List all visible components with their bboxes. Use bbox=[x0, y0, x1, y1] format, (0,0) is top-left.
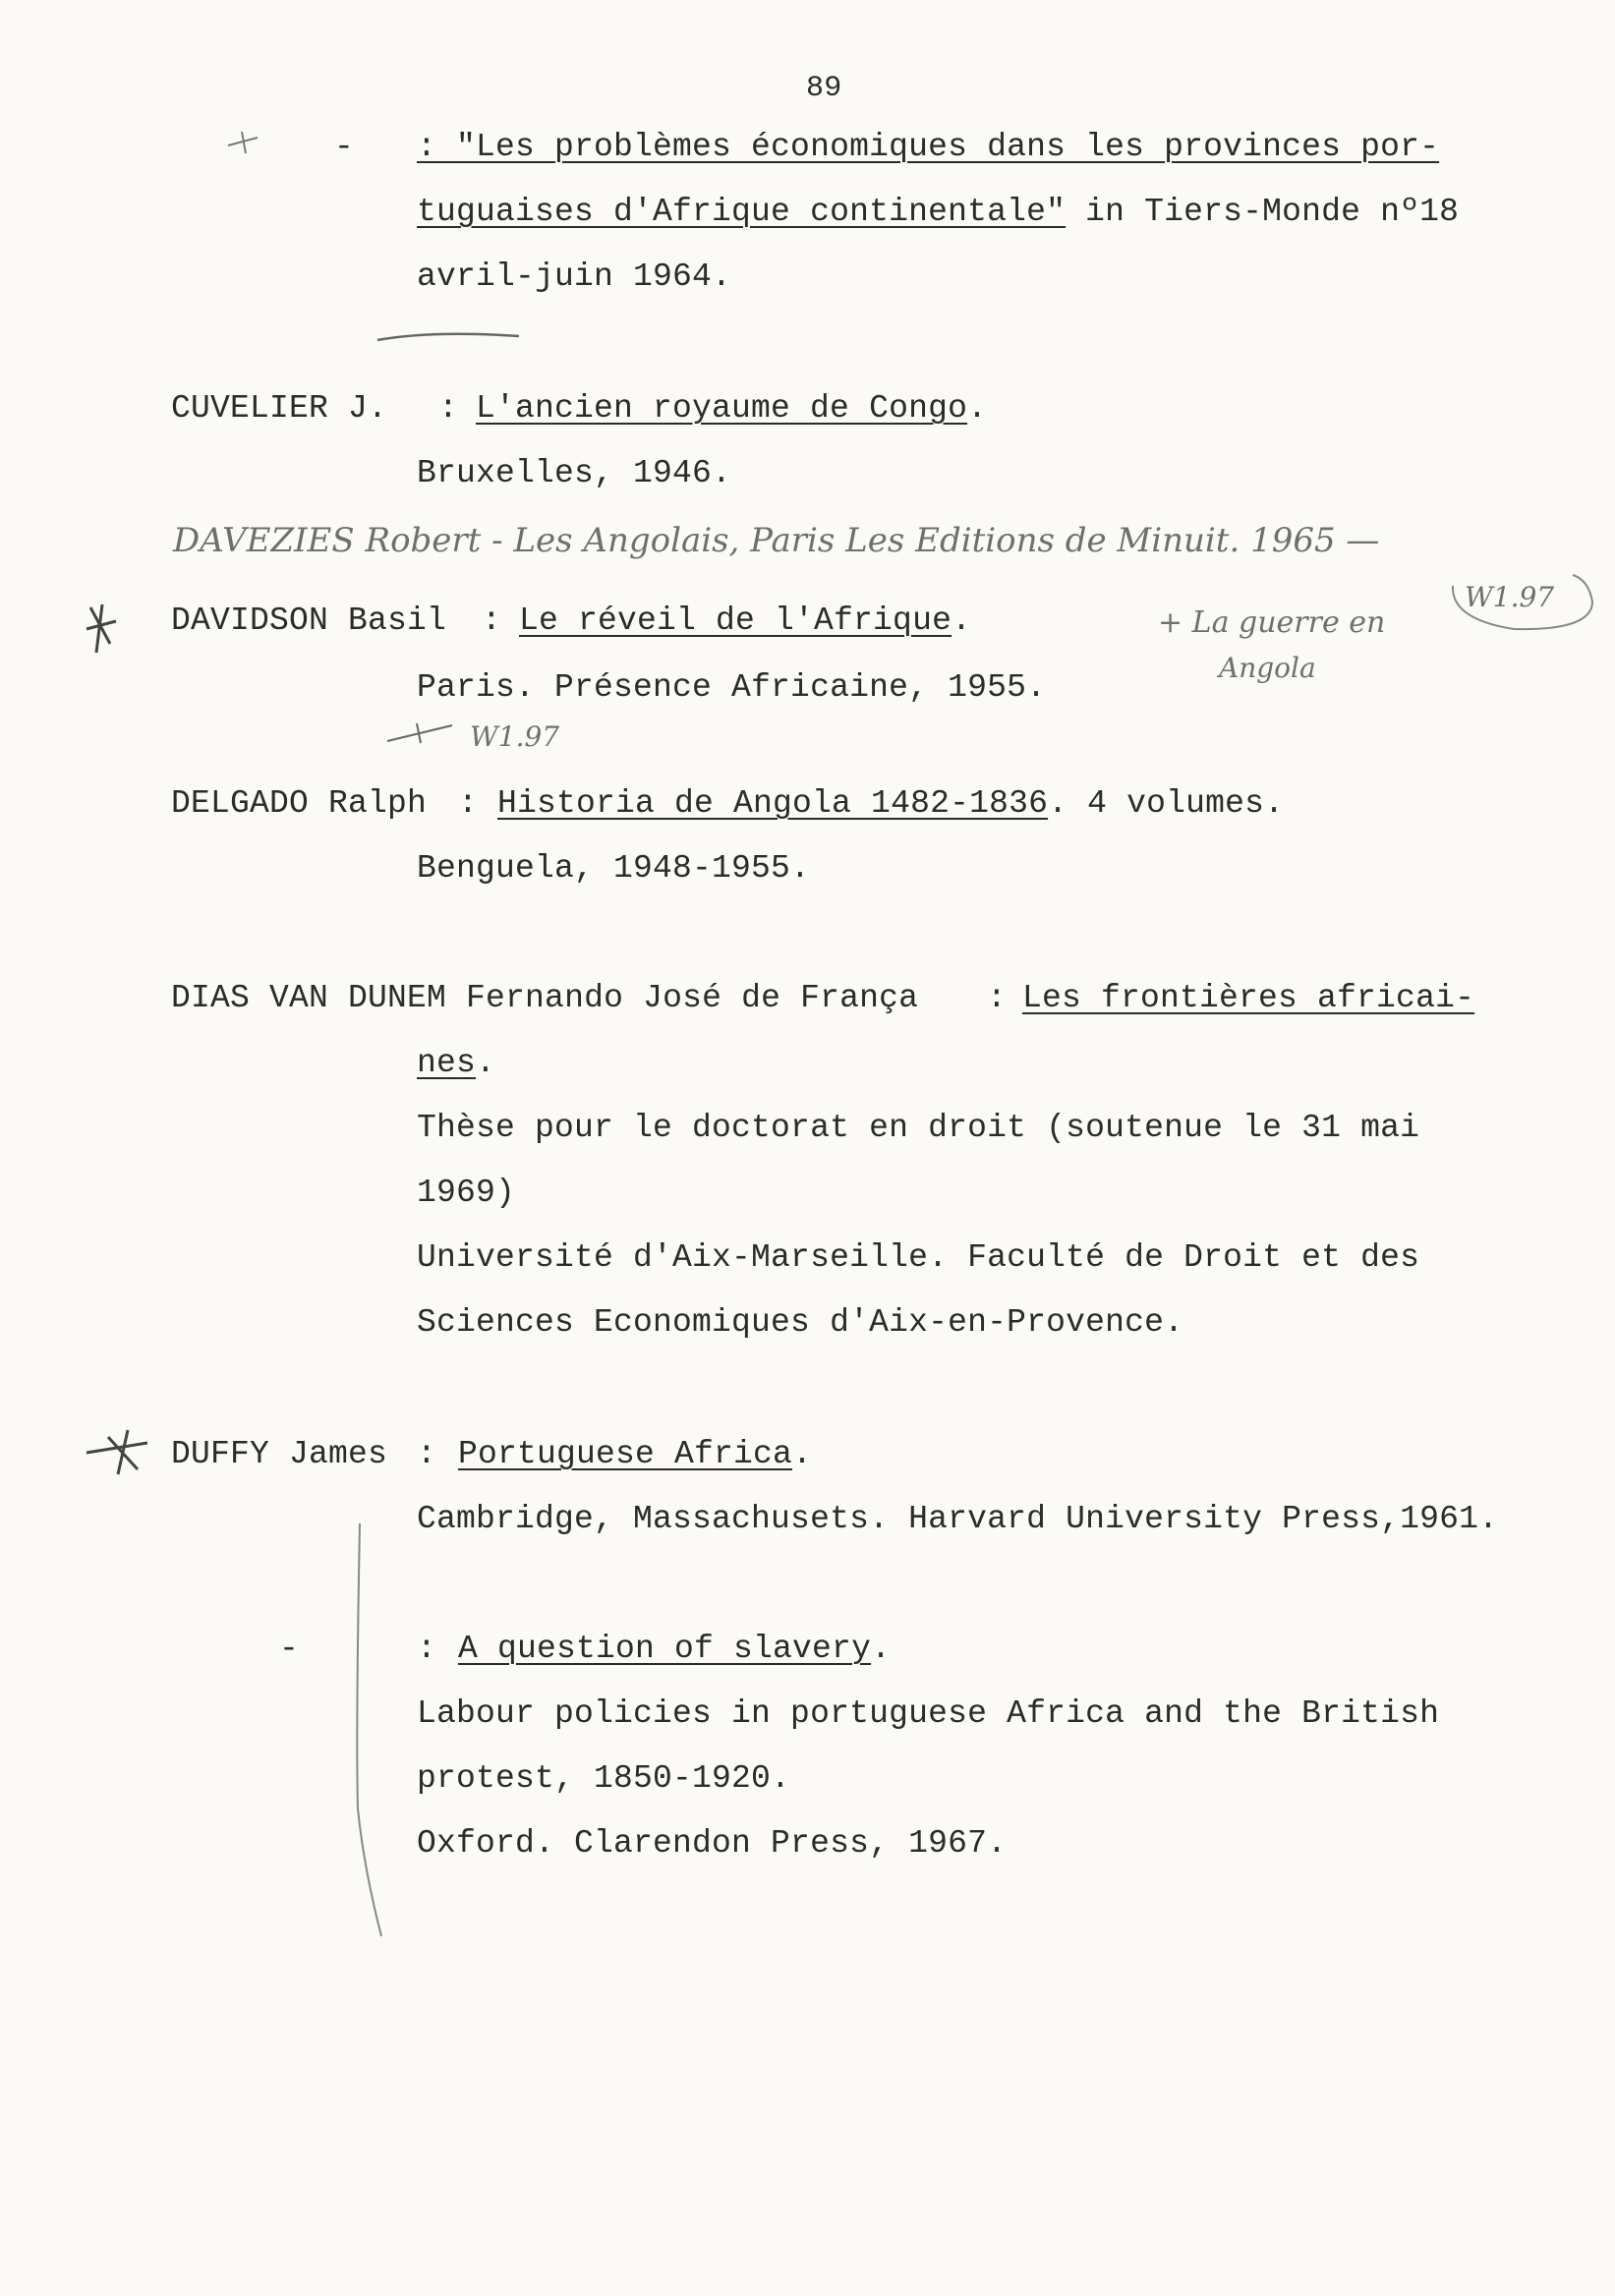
entry-author: DIAS VAN DUNEM Fernando José de França bbox=[171, 980, 919, 1016]
entry-description-line: Sciences Economiques d'Aix-en-Provence. bbox=[417, 1304, 1184, 1341]
entry-title-text: Historia de Angola 1482-1836 bbox=[497, 785, 1049, 822]
vertical-pencil-line bbox=[357, 1523, 381, 1936]
entry-title-text: Portuguese Africa bbox=[458, 1436, 793, 1472]
entry-description-line: 1969) bbox=[417, 1175, 516, 1211]
entry-author: DAVIDSON Basil bbox=[171, 603, 447, 639]
page-number: 89 bbox=[806, 72, 842, 105]
entry-title-line bbox=[476, 389, 987, 429]
entry-title-text: Le réveil de l'Afrique bbox=[519, 603, 952, 639]
entry-title-line bbox=[497, 784, 1284, 824]
entry-description-line: Labour policies in portuguese Africa and the British bbox=[417, 1695, 1440, 1732]
entry-publication-line: Bruxelles, 1946. bbox=[417, 455, 732, 491]
entry-title-text: L'ancien royaume de Congo bbox=[476, 390, 968, 427]
entry-separator: : bbox=[438, 390, 459, 427]
handwritten-davezies: DAVEZIES Robert - Les Angolais, Paris Les Editions de Minuit. 1965 — bbox=[173, 521, 1380, 560]
entry-title-text: : "Les problèmes économiques dans les provinces por- bbox=[417, 129, 1440, 165]
entry-title-end: . bbox=[871, 1631, 892, 1667]
entry-title-text: A question of slavery bbox=[458, 1631, 872, 1667]
entry-publication-line: Benguela, 1948-1955. bbox=[417, 850, 811, 887]
star-mark-duffy bbox=[87, 1430, 147, 1474]
entry-title-line bbox=[417, 128, 1439, 167]
entry-author: DUFFY James bbox=[171, 1436, 388, 1472]
entry-description-line: Thèse pour le doctorat en droit (soutenue le 31 mai bbox=[417, 1110, 1420, 1146]
handwritten-note-angola: Angola bbox=[1219, 652, 1316, 684]
entry-title-line bbox=[458, 1630, 891, 1669]
entry-description-line: protest, 1850-1920. bbox=[417, 1760, 791, 1797]
entry-separator: : bbox=[987, 980, 1008, 1016]
entry-dash: - bbox=[334, 129, 355, 165]
entry-source-text: in Tiers-Monde nº18 bbox=[1066, 194, 1460, 230]
entry-title-text: Les frontières africai- bbox=[1022, 980, 1475, 1016]
entry-title-line bbox=[458, 1435, 812, 1474]
entry-title-line bbox=[519, 602, 971, 641]
entry-separator: : bbox=[417, 1436, 437, 1472]
entry-date-line: avril-juin 1964. bbox=[417, 258, 732, 295]
star-mark-davidson bbox=[87, 604, 116, 653]
entry-title-end: . bbox=[476, 1045, 496, 1081]
entry-publication-line: Cambridge, Massachusets. Harvard University Press,1961. bbox=[417, 1501, 1499, 1537]
entry-publication-line: Oxford. Clarendon Press, 1967. bbox=[417, 1825, 1008, 1862]
handwritten-note-ref-2: W1.97 bbox=[470, 720, 560, 753]
cross-mark-2 bbox=[387, 723, 452, 743]
entry-description-line: Université d'Aix-Marseille. Faculté de Droit et des bbox=[417, 1239, 1420, 1276]
entry-separator: : bbox=[482, 603, 502, 639]
entry-title-text: nes bbox=[417, 1045, 477, 1081]
entry-publication-line: Paris. Présence Africaine, 1955. bbox=[417, 669, 1047, 706]
entry-title-line bbox=[417, 193, 1459, 232]
entry-separator: : bbox=[458, 785, 479, 822]
entry-title-end: . 4 volumes. bbox=[1048, 785, 1285, 822]
entry-title-end: . bbox=[967, 390, 988, 427]
handwritten-note-ref: W1.97 bbox=[1465, 581, 1555, 613]
handwritten-note-guerre: + La guerre en bbox=[1158, 605, 1386, 640]
entry-title-end: . bbox=[792, 1436, 813, 1472]
entry-title-end: . bbox=[952, 603, 972, 639]
entry-author: CUVELIER J. bbox=[171, 390, 388, 427]
pencil-stroke-1 bbox=[377, 334, 519, 340]
entry-separator: : bbox=[417, 1631, 437, 1667]
cross-mark-1 bbox=[228, 132, 258, 153]
entry-author: DELGADO Ralph bbox=[171, 785, 428, 822]
entry-title-line bbox=[417, 1044, 495, 1083]
entry-title-text: tuguaises d'Afrique continentale" bbox=[417, 194, 1067, 230]
entry-title-line bbox=[1022, 979, 1474, 1018]
entry-dash: - bbox=[279, 1631, 300, 1667]
